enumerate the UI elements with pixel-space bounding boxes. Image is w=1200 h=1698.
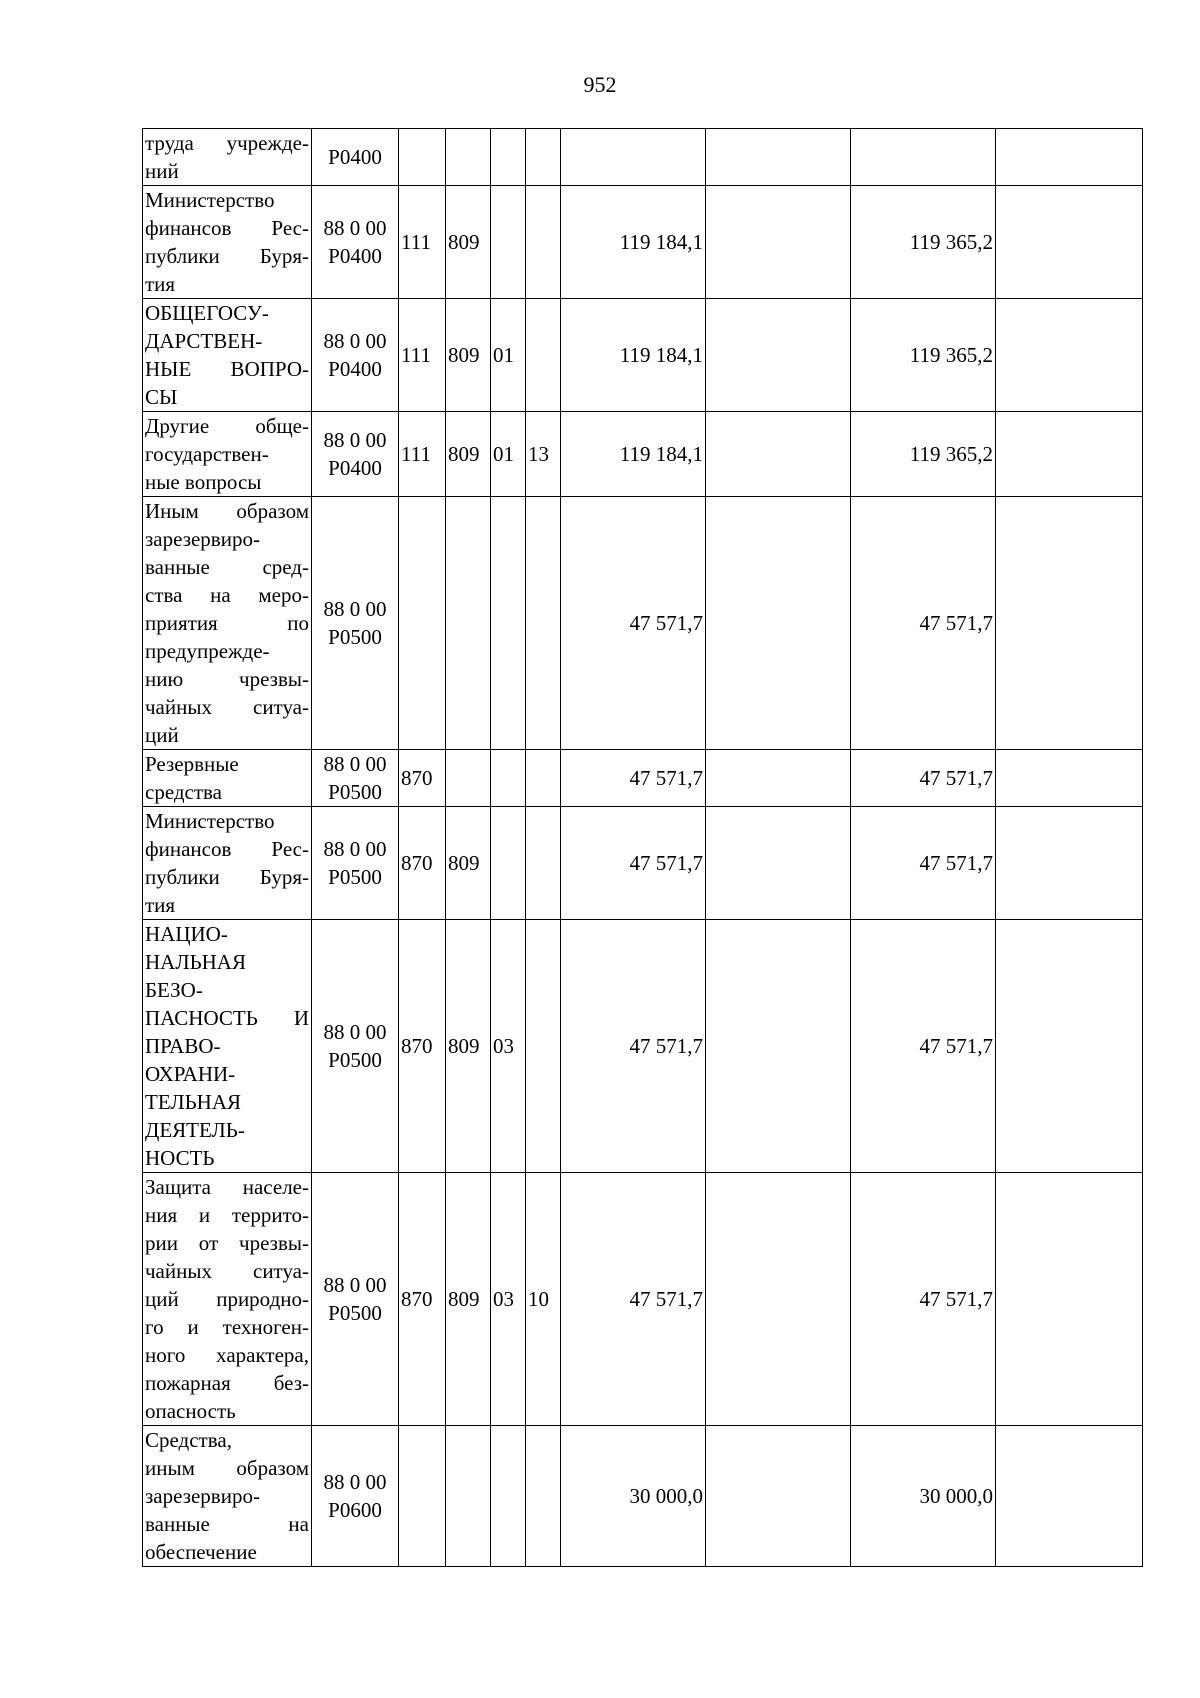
- row-name-line: ДЕЯТЕЛЬ-: [145, 1118, 245, 1142]
- target-article-line: P0400: [328, 145, 382, 169]
- target-article-cell: [312, 497, 399, 750]
- amount-cell-1: 47 571,7: [561, 1173, 706, 1426]
- target-article-line: P0400: [328, 357, 382, 381]
- amount-cell-2: [706, 1173, 851, 1426]
- row-name-line: чайных ситуа-: [145, 695, 309, 719]
- admin-code-cell: 809: [446, 1173, 491, 1426]
- row-name-line: НОСТЬ: [145, 1146, 215, 1170]
- row-name-line: тия: [145, 272, 176, 296]
- amount-cell-3: 47 571,7: [851, 750, 996, 807]
- amount-cell-2: [706, 497, 851, 750]
- amount-cell-3: 119 365,2: [851, 412, 996, 497]
- admin-code-cell: 809: [446, 807, 491, 920]
- target-article-line: 88 0 00: [323, 216, 387, 240]
- target-article-line: P0500: [328, 1301, 382, 1325]
- row-name-line: ДАРСТВЕН-: [145, 329, 263, 353]
- amount-cell-3: 119 365,2: [851, 299, 996, 412]
- table-row: [143, 412, 1143, 497]
- row-name-line: тия: [145, 893, 176, 917]
- table-row: [143, 920, 1143, 1173]
- row-name-cell: [143, 1173, 312, 1426]
- row-name-cell: [143, 412, 312, 497]
- table-row: [143, 299, 1143, 412]
- row-name-line: ций природно-: [145, 1287, 309, 1311]
- row-name-line: пожарная без-: [145, 1371, 309, 1395]
- row-name-line: ПАСНОСТЬ И: [145, 1006, 309, 1030]
- row-name-line: ванные на: [145, 1512, 309, 1536]
- admin-code-cell: [446, 750, 491, 807]
- target-article-line: 88 0 00: [323, 1020, 387, 1044]
- row-name-cell: [143, 807, 312, 920]
- target-article-line: P0400: [328, 244, 382, 268]
- row-name-line: Иным образом: [145, 499, 309, 523]
- target-article-line: P0500: [328, 865, 382, 889]
- target-article-line: P0500: [328, 1048, 382, 1072]
- row-name-line: Министерство: [145, 188, 275, 212]
- row-name-line: обеспечение: [145, 1540, 257, 1564]
- expense-type-cell: 870: [399, 920, 446, 1173]
- amount-cell-4: [996, 129, 1143, 186]
- row-name-line: чайных ситуа-: [145, 1259, 309, 1283]
- section-cell: 03: [491, 920, 526, 1173]
- amount-cell-1: [561, 129, 706, 186]
- row-name-cell: [143, 497, 312, 750]
- row-name-line: иным образом: [145, 1456, 309, 1480]
- expense-type-cell: 870: [399, 807, 446, 920]
- amount-cell-4: [996, 497, 1143, 750]
- amount-cell-2: [706, 750, 851, 807]
- expense-type-cell: 111: [399, 412, 446, 497]
- amount-cell-3: 30 000,0: [851, 1426, 996, 1567]
- row-name-line: публики Буря-: [145, 865, 309, 889]
- target-article-line: 88 0 00: [323, 1470, 387, 1494]
- target-article-line: 88 0 00: [323, 1273, 387, 1297]
- amount-cell-2: [706, 129, 851, 186]
- row-name-cell: [143, 129, 312, 186]
- row-name-line: ные вопросы: [145, 470, 262, 494]
- row-name-line: ния и террито-: [145, 1203, 309, 1227]
- section-cell: [491, 750, 526, 807]
- section-cell: [491, 497, 526, 750]
- row-name-line: СЫ: [145, 385, 178, 409]
- section-cell: [491, 186, 526, 299]
- row-name-line: НАЛЬНАЯ: [145, 950, 246, 974]
- section-cell: 01: [491, 299, 526, 412]
- subsection-cell: [526, 129, 561, 186]
- section-cell: [491, 807, 526, 920]
- row-name-line: НЫЕ ВОПРО-: [145, 357, 309, 381]
- table-row: [143, 186, 1143, 299]
- target-article-cell: [312, 412, 399, 497]
- amount-cell-4: [996, 807, 1143, 920]
- target-article-line: P0600: [328, 1498, 382, 1522]
- subsection-cell: [526, 1426, 561, 1567]
- expense-type-cell: [399, 497, 446, 750]
- amount-cell-2: [706, 186, 851, 299]
- row-name-cell: [143, 750, 312, 807]
- admin-code-cell: [446, 1426, 491, 1567]
- row-name-line: труда учрежде-: [145, 131, 309, 155]
- amount-cell-2: [706, 807, 851, 920]
- row-name-cell: [143, 186, 312, 299]
- admin-code-cell: 809: [446, 186, 491, 299]
- target-article-cell: [312, 750, 399, 807]
- row-name-cell: [143, 1426, 312, 1567]
- target-article-cell: [312, 807, 399, 920]
- amount-cell-4: [996, 920, 1143, 1173]
- subsection-cell: [526, 920, 561, 1173]
- amount-cell-1: 30 000,0: [561, 1426, 706, 1567]
- amount-cell-2: [706, 920, 851, 1173]
- row-name-line: го и техноген-: [145, 1315, 309, 1339]
- section-cell: [491, 1426, 526, 1567]
- table-row: [143, 497, 1143, 750]
- amount-cell-1: 47 571,7: [561, 920, 706, 1173]
- amount-cell-1: 119 184,1: [561, 412, 706, 497]
- expense-type-cell: 111: [399, 186, 446, 299]
- table-row: [143, 807, 1143, 920]
- target-article-cell: [312, 1426, 399, 1567]
- row-name-line: ного характера,: [145, 1343, 309, 1367]
- target-article-line: 88 0 00: [323, 597, 387, 621]
- section-cell: 01: [491, 412, 526, 497]
- admin-code-cell: [446, 497, 491, 750]
- target-article-line: P0500: [328, 780, 382, 804]
- row-name-line: Средства,: [145, 1428, 232, 1452]
- row-name-line: ций: [145, 723, 179, 747]
- row-name-line: ОБЩЕГОСУ-: [145, 301, 269, 325]
- amount-cell-4: [996, 186, 1143, 299]
- subsection-cell: [526, 750, 561, 807]
- row-name-cell: [143, 920, 312, 1173]
- row-name-line: БЕЗО-: [145, 978, 203, 1002]
- amount-cell-3: 47 571,7: [851, 920, 996, 1173]
- target-article-cell: [312, 299, 399, 412]
- subsection-cell: [526, 186, 561, 299]
- row-name-line: ТЕЛЬНАЯ: [145, 1090, 242, 1114]
- section-cell: 03: [491, 1173, 526, 1426]
- target-article-cell: [312, 1173, 399, 1426]
- row-name-line: приятия по: [145, 611, 309, 635]
- amount-cell-2: [706, 1426, 851, 1567]
- row-name-line: публики Буря-: [145, 244, 309, 268]
- amount-cell-3: 119 365,2: [851, 186, 996, 299]
- page-number: 952: [583, 72, 617, 97]
- target-article-line: P0400: [328, 456, 382, 480]
- row-name-line: ний: [145, 159, 179, 183]
- row-name-line: Резервные: [145, 752, 239, 776]
- row-name-line: рии от чрезвы-: [145, 1231, 309, 1255]
- target-article-line: 88 0 00: [323, 329, 387, 353]
- target-article-line: 88 0 00: [323, 428, 387, 452]
- row-name-line: зарезервиро-: [145, 1484, 260, 1508]
- amount-cell-2: [706, 299, 851, 412]
- admin-code-cell: 809: [446, 299, 491, 412]
- target-article-line: 88 0 00: [323, 837, 387, 861]
- row-name-line: зарезервиро-: [145, 527, 260, 551]
- amount-cell-1: 119 184,1: [561, 186, 706, 299]
- row-name-line: ванные сред-: [145, 555, 309, 579]
- amount-cell-3: 47 571,7: [851, 497, 996, 750]
- expense-type-cell: [399, 1426, 446, 1567]
- subsection-cell: [526, 299, 561, 412]
- target-article-line: P0500: [328, 625, 382, 649]
- table-row: [143, 750, 1143, 807]
- amount-cell-1: 47 571,7: [561, 807, 706, 920]
- amount-cell-4: [996, 1173, 1143, 1426]
- row-name-line: финансов Рес-: [145, 837, 309, 861]
- amount-cell-4: [996, 299, 1143, 412]
- admin-code-cell: 809: [446, 412, 491, 497]
- amount-cell-2: [706, 412, 851, 497]
- table-row: [143, 1173, 1143, 1426]
- amount-cell-4: [996, 412, 1143, 497]
- row-name-line: финансов Рес-: [145, 216, 309, 240]
- amount-cell-3: [851, 129, 996, 186]
- amount-cell-1: 47 571,7: [561, 497, 706, 750]
- table-row: [143, 1426, 1143, 1567]
- section-cell: [491, 129, 526, 186]
- row-name-cell: [143, 299, 312, 412]
- row-name-line: НАЦИО-: [145, 922, 228, 946]
- expense-type-cell: [399, 129, 446, 186]
- target-article-cell: [312, 186, 399, 299]
- row-name-line: Другие обще-: [145, 414, 309, 438]
- subsection-cell: [526, 807, 561, 920]
- expense-type-cell: 870: [399, 750, 446, 807]
- admin-code-cell: 809: [446, 920, 491, 1173]
- row-name-line: ОХРАНИ-: [145, 1062, 236, 1086]
- row-name-line: средства: [145, 780, 223, 804]
- target-article-line: 88 0 00: [323, 752, 387, 776]
- amount-cell-4: [996, 1426, 1143, 1567]
- budget-table: [142, 128, 1143, 1567]
- row-name-line: нию чрезвы-: [145, 667, 309, 691]
- expense-type-cell: 870: [399, 1173, 446, 1426]
- subsection-cell: [526, 497, 561, 750]
- row-name-line: ства на меро-: [145, 583, 309, 607]
- target-article-cell: [312, 920, 399, 1173]
- expense-type-cell: 111: [399, 299, 446, 412]
- row-name-line: опасность: [145, 1399, 236, 1423]
- row-name-line: ПРАВО-: [145, 1034, 221, 1058]
- row-name-line: предупрежде-: [145, 639, 270, 663]
- amount-cell-3: 47 571,7: [851, 1173, 996, 1426]
- amount-cell-1: 119 184,1: [561, 299, 706, 412]
- target-article-cell: [312, 129, 399, 186]
- amount-cell-3: 47 571,7: [851, 807, 996, 920]
- row-name-line: Министерство: [145, 809, 275, 833]
- subsection-cell: 13: [526, 412, 561, 497]
- subsection-cell: 10: [526, 1173, 561, 1426]
- amount-cell-1: 47 571,7: [561, 750, 706, 807]
- row-name-line: Защита населе-: [145, 1175, 309, 1199]
- budget-table-body: [143, 129, 1143, 1567]
- row-name-line: государствен-: [145, 442, 269, 466]
- amount-cell-4: [996, 750, 1143, 807]
- admin-code-cell: [446, 129, 491, 186]
- table-row: [143, 129, 1143, 186]
